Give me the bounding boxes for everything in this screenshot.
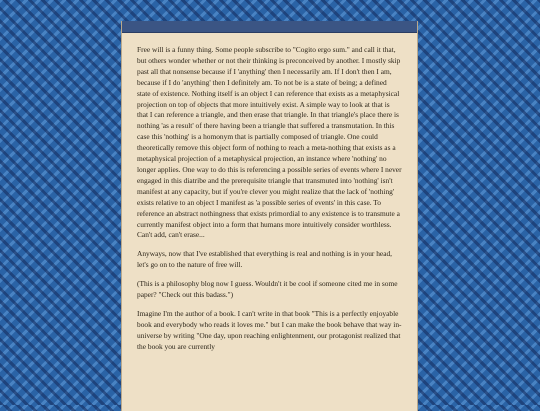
- post-paragraph: (This is a philosophy blog now I guess. Wouldn't it be cool if someone cited me in some paper? "Check out this badass."): [137, 279, 398, 300]
- post-header-bar: [122, 21, 417, 33]
- blog-post-panel: [121, 21, 418, 411]
- post-paragraph: Free will is a funny thing. Some people subscribe to "Cogito ergo sum." and call it that, but others wonder whether or not their thinking is preconceived by another. I mostly skip past all that nonsense because if I 'anything' then I necessarily am. If I don't then I am, because if I do 'anything' then I definitely am. To not be is a state of being; a defined state of existence. Nothing itself is an object I can reference that exists as a metaphysical projection on top of objects that more intuitively exist. A simple way to look at that is that I can reference a triangle, and then erase that triangle. In that triangle's place there is nothing 'as a result' of there having been a triangle that suffered a transmutation. In this case this 'nothing' is a homonym that is partially composed of triangle. One could theoretically remove this object form of nothing to reach a meta-nothing that exists as a metaphysical projection of a metaphysical projection, an instance where 'nothing' no longer applies. One way to do this is referencing a possible series of events where I never engaged in this diatribe and the prerequisite triangle that transmuted into 'nothing' isn't manifest at any capacity, but if you're clever you might realize that the lack of 'nothing' exists relative to an object I manifest as 'a possible series of events' in this case. To reference an abstract nothingness that exists primordial to any existence is to transmute a currently manifest object into a form that humans more intuitively consider worthless. Can't add, can't erase...: [137, 45, 402, 240]
- post-paragraph: Imagine I'm the author of a book. I can't write in that book "This is a perfectly enjoyable book and everybody who reads it loves me." but I can make the book behave that way in-universe by writing "One day, upon reaching enlightenment, our protagonist realized that the book you are currently: [137, 308, 402, 351]
- post-paragraph: Anyways, now that I've established that everything is real and nothing is in your head, let's go on to the nature of free will.: [137, 249, 393, 270]
- post-body: [122, 33, 417, 353]
